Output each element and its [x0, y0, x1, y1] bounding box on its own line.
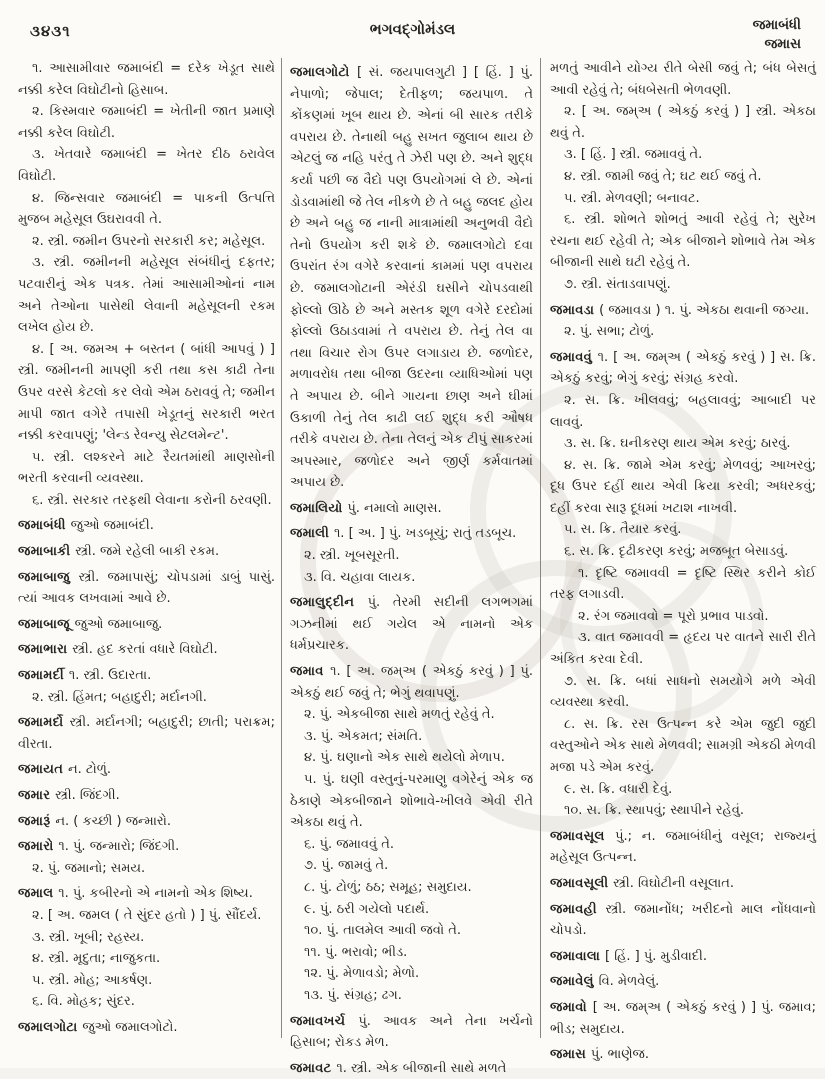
dictionary-paragraph: ૯. પું. ઠરી ગયેલો પદાર્થ. — [304, 901, 430, 917]
entry-headword: જમાવવું — [550, 349, 598, 365]
dictionary-paragraph: ૭. સ. ક્રિ. બધાં સાધનો સમયોગે મળે એવી વ્યવસ્થા કરવી. — [550, 673, 816, 711]
text-column-middle — [290, 58, 533, 1079]
dictionary-paragraph: ૧૩. પું. સંગ્રહ; ઢગ. — [304, 987, 402, 1003]
dictionary-entry: જમાબાકી સ્ત્રી. જમે રહેલી બાકી રકમ. — [18, 544, 220, 560]
dictionary-paragraph: ૩. [ હિં. ] સ્ત્રી. જમાવવું તે. — [564, 147, 703, 163]
dictionary-paragraph: ૮. પું. ટોળું; ઠઠ; સમૂહ; સમુદાય. — [304, 879, 472, 895]
dictionary-entry: જમાસ પું. ભાણેજ. — [550, 1047, 649, 1063]
entry-headword: જમાલી — [290, 526, 334, 542]
dictionary-paragraph: ૨. સ્ત્રી. હિંમત; બહાદુરી; મર્દાનગી. — [32, 689, 207, 705]
dictionary-paragraph: ૩. સ્ત્રી. ખૂબી; રહસ્ય. — [32, 929, 145, 945]
dictionary-entry: જમાવેલું વિ. મેળવેલું. — [550, 974, 660, 990]
entry-headword: જમાલુદ્દીન — [290, 595, 368, 611]
dictionary-paragraph: ૨. સ. ક્રિ. ખીલવવું; બહલાવવું; આબાદી પર લાવવું. — [550, 392, 816, 430]
dictionary-paragraph: ૨. રંગ જમાવવો = પૂરો પ્રભાવ પાડવો. — [578, 608, 769, 624]
entry-headword: જમાવ — [290, 664, 331, 680]
dictionary-paragraph: ૭. પું. જામવું તે. — [304, 858, 389, 874]
entry-headword: જમાવો — [550, 999, 593, 1015]
entry-headword: જમાવાલા — [550, 948, 605, 964]
dictionary-paragraph: ૮. સ. ક્રિ. રસ ઉત્પન્ન કરે એમ જુદી જુદી વસ્તુઓને એક સાથે મેળવવી; સામગ્રી એકઠી મેળવી મજા પડે એમ કરવું. — [550, 716, 816, 775]
dictionary-paragraph: ૯. સ. ક્રિ. વધારી દેવું. — [564, 781, 673, 797]
dictionary-paragraph: ૧૨. પું. મેળાવડો; મેળો. — [304, 966, 420, 982]
dictionary-entry: જમાયત ન. ટોળું. — [18, 762, 111, 778]
running-head — [0, 0, 825, 56]
dictionary-paragraph: ૪. [ અ. જમઅ + બસ્તન ( બાંધી આપવું ) ] સ્ત્રી. જમીનની માપણી કરી તથા કસ કાઢી તેના ઉપર વરસે કેટલો કર લેવો એમ ઠરાવવું તે; જમીન માપી જાત વગેરે તપાસી ખેડૂતનું સરકારી ભરત નક્કી કરવાપણું; 'લેન્ડ રેવન્યુ સેટલમેન્ટ'. — [18, 341, 275, 444]
dictionary-entry: જમાવાલા [ હિં. ] પું. મુડીવાદી. — [550, 948, 707, 964]
dictionary-paragraph: ૬. પું. જમાવવું તે. — [304, 836, 394, 852]
dictionary-paragraph: ૩. સ્ત્રી. જમીનની મહેસૂલ સંબંધીનું દફતર; પટવારીનું એક પત્રક. તેમાં આસામીઓનાં નામ અને તેઓના પાસેથી લેવાની મહેસૂલની રકમ લખેલ હોય છે. — [18, 255, 275, 336]
dictionary-entry: જમારૂં ન. ( કચ્છી ) જન્મારો. — [18, 813, 171, 829]
guide-word-last: જમાસ — [764, 36, 801, 52]
dictionary-paragraph: ૨. [ અ. જમલ ( તે સુંદર હતો ) ] પું. સૌંદર્ય. — [32, 907, 262, 923]
dictionary-entry: જમાવટ ૧. સ્ત્રી. એક બીજાની સાથે મળતે — [290, 1060, 507, 1076]
dictionary-entry: જમાલગોટા જુઓ જમાલગોટો. — [18, 1019, 178, 1035]
column-divider — [540, 58, 541, 1038]
entry-headword: જમાર — [18, 788, 56, 803]
entry-headword: જમાલ — [18, 886, 59, 902]
entry-headword: જમાવટ — [290, 1060, 337, 1076]
dictionary-paragraph: ૬. વિ. મોહક; સુંદર. — [32, 994, 135, 1010]
entry-headword: જમાબાજૂ — [18, 616, 75, 632]
dictionary-paragraph: ૬. સ્ત્રી. શોભતે શોભતું આવી રહેવું તે; સુરેખ રચના થઈ રહેવી તે; એક બીજાને શોભાવે તેમ એક બીજાની સાથે ઘટી રહેવું તે. — [550, 212, 816, 271]
page-number: ૩૪૩૧ — [30, 22, 71, 40]
dictionary-entry: જમાવસૂલ પું.; ન. જમાબંધીનું વસૂલ; રાજ્યનું મહેસૂલ ઉત્પન્ન. — [550, 828, 816, 866]
entry-headword: જમાવેલું — [550, 974, 599, 990]
dictionary-entry: જમાવ ૧. [ અ. જમ્અ ( એકઠું કરવું ) ] પું. એકઠું થઈ જવું તે; ભેગું થવાપણું. — [290, 664, 533, 701]
dictionary-entry: જમાલ ૧. પું. કબીરનો એ નામનો એક શિષ્ય. — [18, 886, 253, 902]
dictionary-paragraph: ૫. સ્ત્રી. લશ્કરને માટે રૈયતમાંથી માણસોની ભરતી કરવાની વ્યવસ્થા. — [18, 449, 275, 487]
dictionary-paragraph: મળતું આવીને યોગ્ય રીતે બેસી જવું તે; બંધ બેસતું આવી રહેવું તે; બંધબેસતી ભેળવણી. — [550, 61, 816, 98]
guide-word-first: જમાબંધી — [752, 17, 801, 33]
entry-headword: જમારો — [18, 839, 59, 855]
text-column-left — [18, 58, 275, 1039]
entry-headword: જમાભારા — [18, 642, 73, 658]
dictionary-entry: જમારો ૧. પું. જન્મારો; જિંદગી. — [18, 839, 180, 855]
dictionary-entry: જમાર સ્ત્રી. જિંદગી. — [18, 788, 120, 803]
dictionary-entry: જમામર્દી ૧. સ્ત્રી. ઉદારતા. — [18, 668, 152, 684]
guide-words — [753, 16, 801, 54]
dictionary-paragraph: ૩. પું. એકમત; સંમતિ. — [304, 728, 423, 744]
dictionary-entry: જમાવખર્ચ પું. આવક અને તેના ખર્ચનો હિસાબ; રોકડ મેળ. — [290, 1013, 533, 1051]
entry-headword: જમારૂં — [18, 813, 56, 829]
dictionary-entry: જમાવહી સ્ત્રી. જમાનોંધ; ખરીદનો માલ નોંધવાનો ચોપડો. — [550, 901, 816, 939]
dictionary-paragraph: ૫. સ. ક્રિ. તૈયાર કરવું. — [564, 522, 682, 538]
entry-headword: જમાલગોટા — [18, 1019, 83, 1035]
dictionary-paragraph: ૩. સ. ક્રિ. ઘનીકરણ થાય એમ કરવું; ઠારવું. — [564, 436, 791, 452]
dictionary-paragraph: ૧૦. પું. તાલમેલ આવી જવો તે. — [304, 923, 461, 939]
column-divider — [281, 58, 282, 1038]
dictionary-paragraph: ૩. વાત જમાવવી = હૃદય પર વાતને સારી રીતે અંકિત કરવા દેવી. — [550, 630, 816, 668]
entry-headword: જમાયત — [18, 762, 68, 778]
dictionary-paragraph: ૨. સ્ત્રી. ખૂબસૂરતી. — [304, 548, 400, 564]
entry-headword: જમાવખર્ચ — [290, 1013, 359, 1029]
book-title: ભગવદ્ગોમંડલ — [369, 20, 456, 38]
dictionary-paragraph: ૪. સ્ત્રી. મૃદુતા; નાજુકતા. — [32, 951, 161, 967]
dictionary-paragraph: ૨. [ અ. જમ્અ ( એકઠું કરવું ) ] સ્ત્રી. એકઠા થવું તે. — [550, 104, 816, 141]
entry-headword: જમાબાજુ — [18, 569, 79, 585]
entry-headword: જમાવહી — [550, 901, 606, 917]
entry-headword: જમાલગોટો — [290, 65, 357, 80]
dictionary-entry: જમાબંધી જુઓ જમાબંદી. — [18, 518, 154, 534]
dictionary-entry: જમાલુદ્દીન પું. તેરમી સદીની લગભગમાં ગઝનીમાં થઈ ગયેલ એ નામનો એક ધર્મપ્રચારક. — [290, 595, 533, 654]
entry-headword: જમાબંધી — [18, 518, 71, 534]
dictionary-paragraph: ૧૧. પું. ભરાવો; ભીડ. — [304, 944, 408, 960]
dictionary-paragraph: ૫. પું. ઘણી વસ્તુનું-પરમાણુ વગેરેનું એક જ ઠેકાણે એકબીજાને શોભાવે-ખીલવે એવી રીતે એકઠા થવું તે. — [290, 772, 533, 831]
dictionary-paragraph: ૬. સ્ત્રી. સરકાર તરફથી લેવાના કરોની ઠરવણી. — [32, 492, 272, 508]
dictionary-entry: જમાબાજૂ જુઓ જમાબાજુ. — [18, 616, 163, 632]
dictionary-paragraph: ૨. પું. એકબીજા સાથે મળતું રહેવું તે. — [304, 707, 495, 723]
dictionary-entry: જમાવસૂલી સ્ત્રી. વિઘોટીની વસૂલાત. — [550, 875, 734, 891]
entry-headword: જમાસ — [550, 1047, 591, 1063]
entry-headword: જમામર્દો — [18, 715, 70, 731]
entry-headword: જમાવસૂલ — [550, 828, 616, 844]
dictionary-paragraph: ૫. સ્ત્રી. મોહ; આકર્ષણ. — [32, 972, 153, 988]
dictionary-entry: જમાવવું ૧. [ અ. જમ્અ ( એકઠું કરવું ) ] સ. ક્રિ. એકઠું કરવું; ભેગું કરવું; સંગ્રહ કરવો. — [550, 349, 816, 387]
dictionary-paragraph: ૫. સ્ત્રી. મેળવણી; બનાવટ. — [564, 190, 700, 206]
dictionary-paragraph: ૪. પું. ઘણાનો એક સાથે થયેલો મેળાપ. — [304, 750, 505, 766]
dictionary-entry: જમાવો [ અ. જમ્અ ( એકઠું કરવું ) ] પું. જમાવ; ભીડ; સમુદાય. — [550, 999, 816, 1037]
dictionary-paragraph: ૨. સ્ત્રી. જમીન ઉપરનો સરકારી કર; મહેસૂલ. — [32, 233, 266, 249]
entry-headword: જમાબાકી — [18, 544, 76, 560]
text-column-right — [550, 58, 816, 1066]
entry-headword: જમાલિયો — [290, 500, 348, 516]
dictionary-paragraph: ૪. સ્ત્રી. જામી જવું તે; ઘટ થઈ જવું તે. — [564, 168, 762, 184]
dictionary-entry: જમાભારા સ્ત્રી. હદ કરતાં વધારે વિઘોટી. — [18, 642, 218, 658]
dictionary-paragraph: ૧૦. સ. ક્રિ. સ્થાપવું; સ્થાપીને રહેવું. — [564, 803, 745, 819]
dictionary-entry: જમાબાજુ સ્ત્રી. જમાપાસું; ચોપડામાં ડાબું પાસું. ત્યાં આવક લખવામાં આવે છે. — [18, 569, 276, 607]
dictionary-paragraph: ૨. પું. સભા; ટોળું. — [564, 324, 655, 340]
entry-headword: જમામર્દી — [18, 668, 69, 684]
dictionary-entry: જમાલગોટો [ સં. જયપાલગુટી ] [ હિં. ] પું. નેપાળો; જેપાલ; દેતીફળ; જયપાળ. તે કોંકણમાં ખૂબ થાય છે. એનાં બી સારક તરીકે વપરાય છે. તેનાથી બહુ સખત જુલાબ થાય છે એટલું જ નહિ પરંતુ તે ઝેરી પણ છે. અને શુદ્ધ કર્યા પછી જ વૈદો પણ ઉપયોગમાં લે છે. એનાં ડોડવામાંથી જે તેલ નીકળે છે તે બહુ જલદ હોય છે અને બહુ જ નાની માત્રામાંથી અનુભવી વૈદો તેનો ઉપયોગ કરી શકે છે. જમાલગોટો દવા ઉપરાંત રંગ વગેરે કરવાનાં કામમાં પણ વપરાય છે. જમાલગોટાની એરંડી ઘસીને ચોપડવાથી ફોલ્લો ઊઠે છે અને મસ્તક શૂળ વગેરે દરદોમાં ફોલ્લો ઉઠાડવામાં તે વપરાય છે. તેનું તેલ વા તથા વિચાર રોગ ઉપર લગાડાય છે. જળોદર, મળાવરોધ તથા બીજા ઉદરના વ્યાધિઓમાં પણ તે અપાય છે. બીને ગાયના છાણ અને ઘીમાં ઉકાળી તેનું તેલ કાઢી લઈ શુદ્ધ કરી ઔષધ તરીકે વપરાય છે. તેના તેલનું એક ટીપું સાકરમાં અપસ્માર, જળોદર અને જીર્ણ કર્મવાતમાં અપાય છે. — [290, 65, 533, 491]
dictionary-paragraph: ૪. જિન્સવાર જમાબંદી = પાકની ઉત્પત્તિ મુજબ મહેસૂલ ઉઘરાવવી તે. — [18, 190, 275, 228]
dictionary-paragraph: ૩. વિ. ચહાવા લાયક. — [304, 569, 416, 585]
dictionary-paragraph: ૪. સ. ક્રિ. જામે એમ કરવું; મેળવવું; આખરવું; દૂધ ઉપર દહીં થાય એવી ક્રિયા કરવી; અધરકવું; દહીં કરવા સારૂ દૂધમાં ખટાશ નાખવી. — [550, 457, 816, 516]
entry-headword: જમાવડા — [550, 302, 600, 318]
dictionary-paragraph: ૨. કિસ્મવાર જમાબંદી = ખેતીની જાત પ્રમાણે નક્કી કરેલ વિઘોટી. — [18, 104, 275, 141]
dictionary-paragraph: ૭. સ્ત્રી. સંતાડવાપણું. — [564, 276, 671, 292]
dictionary-entry: જમામર્દો સ્ત્રી. મર્દાનગી; બહાદુરી; છાતી; પરાક્રમ; વીરતા. — [18, 715, 275, 752]
dictionary-entry: જમાલી ૧. [ અ. ] પું. ખડબૂચું; રાતું તડબૂચ. — [290, 526, 517, 542]
dictionary-entry: જમાલિયો પું. નમાલો માણસ. — [290, 500, 442, 516]
entry-headword: જમાવસૂલી — [550, 875, 614, 891]
dictionary-paragraph: ૬. સ. ક્રિ. દૃઢીકરણ કરવું; મજબૂત બેસાડવું. — [564, 544, 789, 560]
dictionary-paragraph: ૧. આસામીવાર જમાબંદી = દરેક ખેડૂત સાથે નક્કી કરેલ વિઘોટીનો હિસાબ. — [18, 61, 275, 98]
dictionary-paragraph: ૩. ખેતવારે જમાબંદી = ખેતર દીઠ ઠરાવેલ વિઘોટી. — [18, 147, 275, 184]
dictionary-paragraph: ૨. પું. જમાનો; સમય. — [32, 860, 146, 876]
dictionary-paragraph: ૧. દૃષ્ટિ જમાવવી = દૃષ્ટિ સ્થિર કરીને કોઈ તરફ લગાડવી. — [550, 565, 816, 603]
dictionary-entry: જમાવડા ( જમાવડા ) ૧. પું. એકઠા થવાની જગ્યા. — [550, 302, 810, 318]
